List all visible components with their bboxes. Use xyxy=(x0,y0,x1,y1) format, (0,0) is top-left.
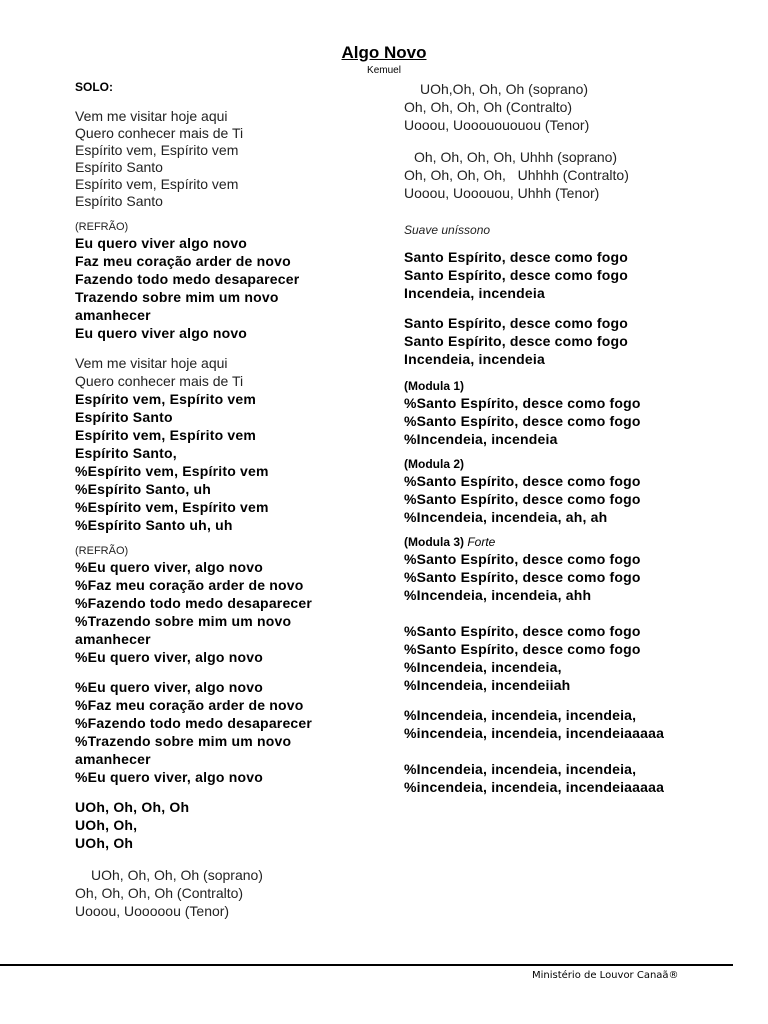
lyric-line: Espírito vem, Espírito vem xyxy=(75,142,239,158)
modula-label: (Modula 1) xyxy=(404,379,464,393)
lyric-line: %Trazendo sobre mim um novo xyxy=(75,613,292,629)
lyric-line: Quero conhecer mais de Ti xyxy=(75,373,244,389)
lyric-line: %Incendeia, incendeia, incendeia, xyxy=(404,761,637,777)
lyric-line: %Incendeia, incendeiiah xyxy=(404,677,571,693)
lyric-line: Fazendo todo medo desaparecer xyxy=(75,271,300,287)
refrao-label: (REFRÃO) xyxy=(75,545,129,557)
lyric-line: Uooou, Uooouou, Uhhh (Tenor) xyxy=(404,185,600,201)
lyric-line: UOh, Oh, Oh, Oh xyxy=(75,799,190,815)
lyric-line: Vem me visitar hoje aqui xyxy=(75,355,228,371)
lyric-line: %Espírito vem, Espírito vem xyxy=(75,499,269,515)
lyric-line: %Incendeia, incendeia, incendeia, xyxy=(404,707,637,723)
lyric-line: Santo Espírito, desce como fogo xyxy=(404,267,629,283)
choir-block xyxy=(75,866,395,920)
modula-block xyxy=(404,472,744,526)
lyric-line: %Espírito Santo uh, uh xyxy=(75,517,233,533)
lyric-line: Eu quero viver algo novo xyxy=(75,235,248,251)
lyric-line: %Faz meu coração arder de novo xyxy=(75,577,304,593)
lyric-line: Faz meu coração arder de novo xyxy=(75,253,291,269)
lyric-line: Espírito vem, Espírito vem xyxy=(75,391,257,407)
lyric-line: Santo Espírito, desce como fogo xyxy=(404,315,629,331)
lyric-line: Quero conhecer mais de Ti xyxy=(75,125,244,141)
lyric-line: Espírito Santo xyxy=(75,193,163,209)
lyric-line: Oh, Oh, Oh, Oh, Uhhh (soprano) xyxy=(414,149,618,165)
lyric-line: Espírito Santo xyxy=(75,409,173,425)
lyric-line: %Santo Espírito, desce como fogo xyxy=(404,413,641,429)
lyric-line: Eu quero viver algo novo xyxy=(75,325,248,341)
lyric-line: Espírito vem, Espírito vem xyxy=(75,176,239,192)
lyric-line: %Incendeia, incendeia, ahh xyxy=(404,587,592,603)
lyric-line: Incendeia, incendeia xyxy=(404,285,545,301)
lyric-line: Santo Espírito, desce como fogo xyxy=(404,333,629,349)
lyric-line: %incendeia, incendeia, incendeiaaaaa xyxy=(404,725,665,741)
lyric-line: %Espírito Santo, uh xyxy=(75,481,212,497)
lyric-line: %Santo Espírito, desce como fogo xyxy=(404,473,641,489)
forte-note: Forte xyxy=(467,535,496,549)
modula-block xyxy=(404,550,744,604)
lyric-line: Incendeia, incendeia xyxy=(404,351,545,367)
lyric-line: Espírito Santo xyxy=(75,159,163,175)
lyric-line: Uooou, Uooooou (Tenor) xyxy=(75,903,230,919)
lyric-line: %Santo Espírito, desce como fogo xyxy=(404,395,641,411)
lyric-line: %Fazendo todo medo desaparecer xyxy=(75,595,313,611)
lyric-line: UOh,Oh, Oh, Oh (soprano) xyxy=(420,81,589,97)
modula-block xyxy=(404,394,744,448)
lyric-line: UOh, Oh, xyxy=(75,817,138,833)
refrao-repeat-block xyxy=(75,678,395,786)
lyric-line: %Espírito vem, Espírito vem xyxy=(75,463,269,479)
refrao-block xyxy=(75,558,395,666)
lyric-line: UOh, Oh xyxy=(75,835,134,851)
lyric-line: amanhecer xyxy=(75,307,151,323)
final-block xyxy=(404,622,744,694)
lyric-line: %Trazendo sobre mim um novo xyxy=(75,733,292,749)
lyric-line: Oh, Oh, Oh, Oh (Contralto) xyxy=(75,885,244,901)
lyric-line: Uooou, Uooouououou (Tenor) xyxy=(404,117,590,133)
lyric-line: Espírito vem, Espírito vem xyxy=(75,427,257,443)
lyric-line: %Eu quero viver, algo novo xyxy=(75,559,264,575)
lyric-line: %Incendeia, incendeia, xyxy=(404,659,562,675)
lyric-line: %Incendeia, incendeia xyxy=(404,431,558,447)
final-block xyxy=(404,706,744,742)
lyric-line: Espírito Santo, xyxy=(75,445,177,461)
lyric-line: Vem me visitar hoje aqui xyxy=(75,108,228,124)
footer-divider xyxy=(0,964,733,966)
refrao-block xyxy=(75,234,395,342)
lyric-line: Santo Espírito, desce como fogo xyxy=(404,249,629,265)
santo-block xyxy=(404,314,744,368)
lyric-line: amanhecer xyxy=(75,631,151,647)
lyric-line: Oh, Oh, Oh, Oh, Uhhhh (Contralto) xyxy=(404,167,629,183)
lyric-line: amanhecer xyxy=(75,751,151,767)
right-column xyxy=(404,80,744,796)
lyric-line: UOh, Oh, Oh, Oh (soprano) xyxy=(91,867,263,883)
left-column xyxy=(75,80,395,920)
lyric-line: %Faz meu coração arder de novo xyxy=(75,697,304,713)
solo-label: SOLO: xyxy=(75,80,113,94)
verse-two xyxy=(75,354,395,534)
footer-ministry: Ministério de Louvor Canaã® xyxy=(532,970,679,981)
lyric-line: %Incendeia, incendeia, ah, ah xyxy=(404,509,608,525)
lyric-line: %Santo Espírito, desce como fogo xyxy=(404,491,641,507)
lyric-line: %Santo Espírito, desce como fogo xyxy=(404,641,641,657)
lyric-line: %Eu quero viver, algo novo xyxy=(75,679,264,695)
lyric-line: Trazendo sobre mim um novo xyxy=(75,289,279,305)
lyric-line: %Fazendo todo medo desaparecer xyxy=(75,715,313,731)
song-author: Kemuel xyxy=(367,65,401,76)
song-title: Algo Novo xyxy=(341,43,427,62)
modula-label-text: (Modula 3) xyxy=(404,535,464,549)
refrao-label: (REFRÃO) xyxy=(75,221,129,233)
lyric-line: %Santo Espírito, desce como fogo xyxy=(404,569,641,585)
lyric-line: %Santo Espírito, desce como fogo xyxy=(404,551,641,567)
lyric-line: %Santo Espírito, desce como fogo xyxy=(404,623,641,639)
lyric-line: %incendeia, incendeia, incendeiaaaaa xyxy=(404,779,665,795)
modula-label: (Modula 2) xyxy=(404,457,464,471)
lyric-line: %Eu quero viver, algo novo xyxy=(75,649,264,665)
choir-block xyxy=(404,80,744,134)
uoh-block xyxy=(75,798,395,852)
lyric-line: %Eu quero viver, algo novo xyxy=(75,769,264,785)
choir-block xyxy=(404,148,744,202)
performance-note: Suave uníssono xyxy=(404,223,491,237)
final-block xyxy=(404,760,744,796)
solo-verse xyxy=(75,108,395,210)
modula-label xyxy=(404,534,744,550)
lyric-line: Oh, Oh, Oh, Oh (Contralto) xyxy=(404,99,573,115)
santo-block xyxy=(404,248,744,302)
